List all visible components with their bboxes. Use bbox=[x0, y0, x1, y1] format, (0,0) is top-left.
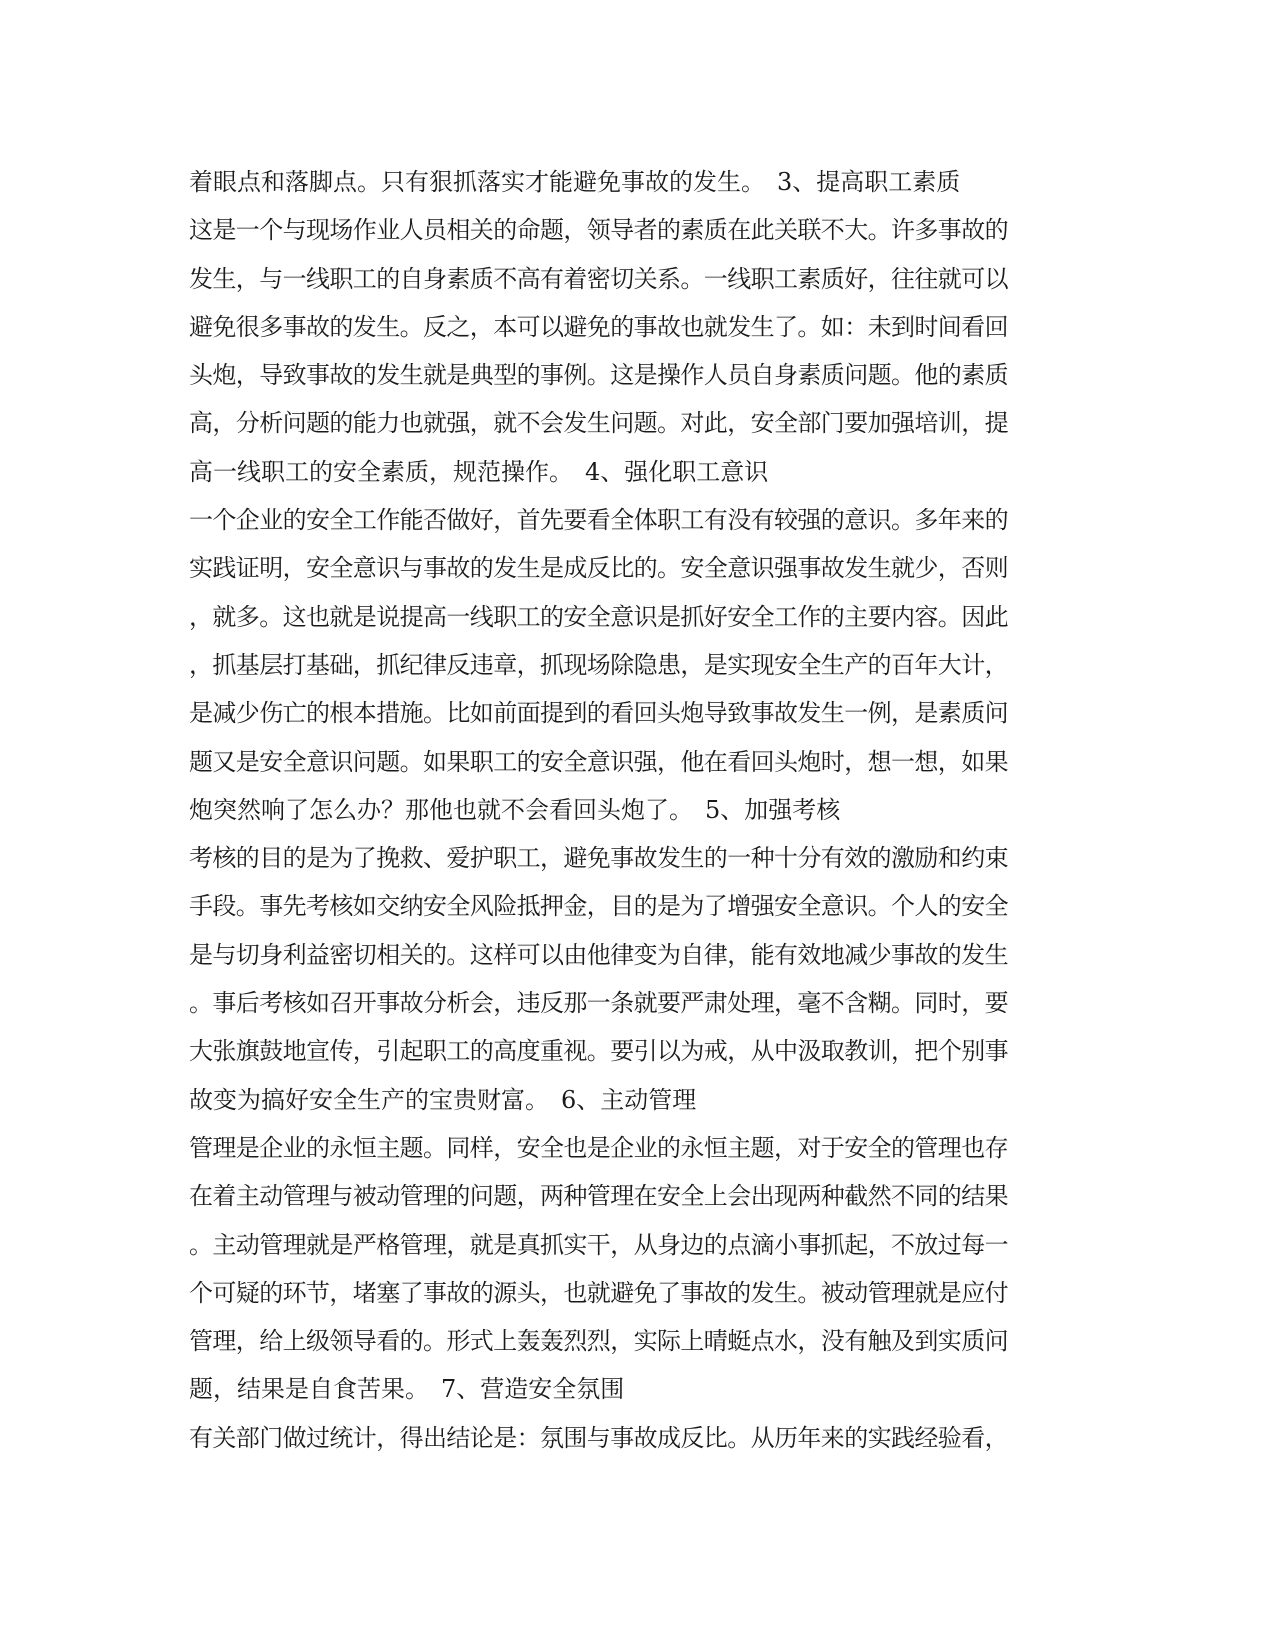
text-line: ，抓基层打基础，抓纪律反违章，抓现场除隐患，是实现安全生产的百年大计， bbox=[189, 650, 1008, 679]
text-line: 炮突然响了怎么办？那他也就不会看回头炮了。 5、加强考核 bbox=[189, 795, 841, 824]
text-line: 高一线职工的安全素质，规范操作。 4、强化职工意识 bbox=[189, 457, 769, 486]
text-line: 。主动管理就是严格管理，就是真抓实干，从身边的点滴小事抓起，不放过每一 bbox=[189, 1230, 1008, 1259]
text-line: 手段。事先考核如交纳安全风险抵押金，目的是为了增强安全意识。个人的安全 bbox=[189, 892, 1008, 921]
body-text bbox=[189, 158, 1079, 1462]
text-line: 着眼点和落脚点。只有狠抓落实才能避免事故的发生。 3、提高职工素质 bbox=[189, 168, 961, 196]
text-line: 在着主动管理与被动管理的问题，两种管理在安全上会出现两种截然不同的结果 bbox=[189, 1182, 1008, 1211]
text-line: 发生，与一线职工的自身素质不高有着密切关系。一线职工素质好，往往就可以 bbox=[189, 264, 1008, 293]
text-line: 题又是安全意识问题。如果职工的安全意识强，他在看回头炮时，想一想，如果 bbox=[189, 747, 1008, 776]
text-line: 考核的目的是为了挽救、爱护职工，避免事故发生的一种十分有效的激励和约束 bbox=[189, 844, 1008, 873]
text-line: 题，结果是自食苦果。 7、营造安全氛围 bbox=[189, 1375, 625, 1404]
text-line: 故变为搞好安全生产的宝贵财富。 6、主动管理 bbox=[189, 1085, 697, 1114]
text-line: 头炮，导致事故的发生就是典型的事例。这是操作人员自身素质问题。他的素质 bbox=[189, 361, 1008, 390]
text-line: ，就多。这也就是说提高一线职工的安全意识是抓好安全工作的主要内容。因此 bbox=[189, 602, 1008, 631]
text-line: 一个企业的安全工作能否做好，首先要看全体职工有没有较强的意识。多年来的 bbox=[189, 506, 1008, 535]
text-line: 高，分析问题的能力也就强，就不会发生问题。对此，安全部门要加强培训，提 bbox=[189, 409, 1008, 438]
text-line: 有关部门做过统计，得出结论是：氛围与事故成反比。从历年来的实践经验看， bbox=[189, 1423, 1008, 1452]
text-line: 是与切身利益密切相关的。这样可以由他律变为自律，能有效地减少事故的发生 bbox=[189, 940, 1008, 969]
text-line: 个可疑的环节，堵塞了事故的源头，也就避免了事故的发生。被动管理就是应付 bbox=[189, 1278, 1008, 1307]
text-line: 这是一个与现场作业人员相关的命题，领导者的素质在此关联不大。许多事故的 bbox=[189, 216, 1008, 245]
text-line: 。事后考核如召开事故分析会，违反那一条就要严肃处理，毫不含糊。同时，要 bbox=[189, 989, 1008, 1018]
text-line: 大张旗鼓地宣传，引起职工的高度重视。要引以为戒，从中汲取教训，把个别事 bbox=[189, 1037, 1008, 1066]
text-line: 实践证明，安全意识与事故的发生是成反比的。安全意识强事故发生就少，否则 bbox=[189, 554, 1008, 583]
text-line: 避免很多事故的发生。反之，本可以避免的事故也就发生了。如：未到时间看回 bbox=[189, 312, 1008, 341]
text-line: 管理是企业的永恒主题。同样，安全也是企业的永恒主题，对于安全的管理也存 bbox=[189, 1133, 1008, 1162]
text-line: 是减少伤亡的根本措施。比如前面提到的看回头炮导致事故发生一例，是素质问 bbox=[189, 699, 1008, 728]
text-line: 管理，给上级领导看的。形式上轰轰烈烈，实际上晴蜓点水，没有触及到实质问 bbox=[189, 1327, 1008, 1356]
